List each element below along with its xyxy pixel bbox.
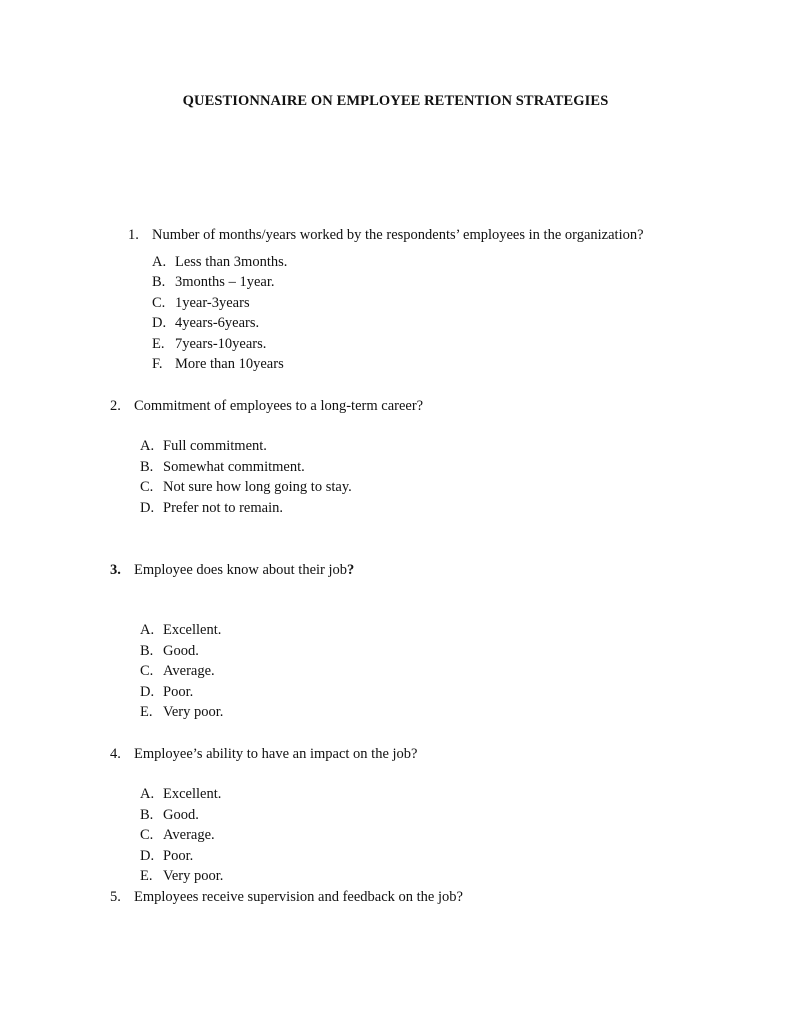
option-text: 3months – 1year. <box>175 274 275 290</box>
option-text: Poor. <box>163 848 194 864</box>
option-text: Average. <box>163 663 215 679</box>
option-item <box>140 458 305 476</box>
question-number: 5. <box>110 889 121 905</box>
option-letter: C. <box>140 479 154 495</box>
option-text: Average. <box>163 827 215 843</box>
option-item <box>152 294 250 312</box>
question-1 <box>128 226 644 244</box>
option-item <box>140 683 193 701</box>
document-title: QUESTIONNAIRE ON EMPLOYEE RETENTION STRATEGIES <box>182 93 609 109</box>
question-number: 2. <box>110 398 121 414</box>
option-text: 7years-10years. <box>175 336 267 352</box>
question-3 <box>110 561 354 579</box>
option-item <box>140 621 221 639</box>
option-letter: B. <box>140 643 154 659</box>
option-text: Excellent. <box>163 786 222 802</box>
option-item <box>140 437 267 455</box>
option-item <box>140 847 193 865</box>
option-letter: B. <box>140 459 154 475</box>
option-text: More than 10years <box>175 356 284 372</box>
option-letter: E. <box>140 704 153 720</box>
option-letter: D. <box>140 500 155 516</box>
question-number: 3. <box>110 562 121 578</box>
option-letter: A. <box>152 254 167 270</box>
question-text: Employee’s ability to have an impact on the job? <box>134 746 418 762</box>
option-text: 1year-3years <box>175 295 250 311</box>
option-item <box>152 314 259 332</box>
question-number: 4. <box>110 746 121 762</box>
option-letter: D. <box>140 684 155 700</box>
option-item <box>140 642 199 660</box>
option-text: 4years-6years. <box>175 315 260 331</box>
option-letter: D. <box>152 315 167 331</box>
option-item <box>140 785 221 803</box>
question-mark: ? <box>347 562 355 578</box>
option-text: Very poor. <box>163 704 224 720</box>
option-letter: B. <box>152 274 166 290</box>
option-item <box>140 478 352 496</box>
option-letter: C. <box>140 663 154 679</box>
option-item <box>140 662 215 680</box>
option-item <box>152 355 284 373</box>
option-text: Good. <box>163 643 199 659</box>
question-2 <box>110 397 423 415</box>
option-text: Excellent. <box>163 622 222 638</box>
option-item <box>152 335 266 353</box>
option-item <box>152 273 274 291</box>
option-text: Not sure how long going to stay. <box>163 479 352 495</box>
option-item <box>140 806 199 824</box>
option-letter: A. <box>140 786 155 802</box>
option-letter: E. <box>152 336 165 352</box>
option-item <box>140 499 283 517</box>
option-text: Poor. <box>163 684 194 700</box>
option-item <box>140 703 223 721</box>
option-text: Full commitment. <box>163 438 267 454</box>
option-letter: C. <box>140 827 154 843</box>
option-item <box>140 867 223 885</box>
option-text: Prefer not to remain. <box>163 500 283 516</box>
option-letter: C. <box>152 295 166 311</box>
option-text: Good. <box>163 807 199 823</box>
option-item <box>152 253 287 271</box>
option-text: Less than 3months. <box>175 254 288 270</box>
option-text: Very poor. <box>163 868 224 884</box>
question-text: Number of months/years worked by the respondents’ employees in the organization? <box>152 227 644 243</box>
option-letter: F. <box>152 356 163 372</box>
question-4 <box>110 745 417 763</box>
option-text: Somewhat commitment. <box>163 459 305 475</box>
option-letter: B. <box>140 807 154 823</box>
question-text: Employee does know about their job <box>134 562 348 578</box>
option-item <box>140 826 215 844</box>
option-letter: D. <box>140 848 155 864</box>
option-letter: A. <box>140 438 155 454</box>
option-letter: E. <box>140 868 153 884</box>
question-5 <box>110 888 463 906</box>
question-text: Employees receive supervision and feedback on the job? <box>134 889 463 905</box>
question-text: Commitment of employees to a long-term career? <box>134 398 424 414</box>
option-letter: A. <box>140 622 155 638</box>
question-number: 1. <box>128 227 139 243</box>
